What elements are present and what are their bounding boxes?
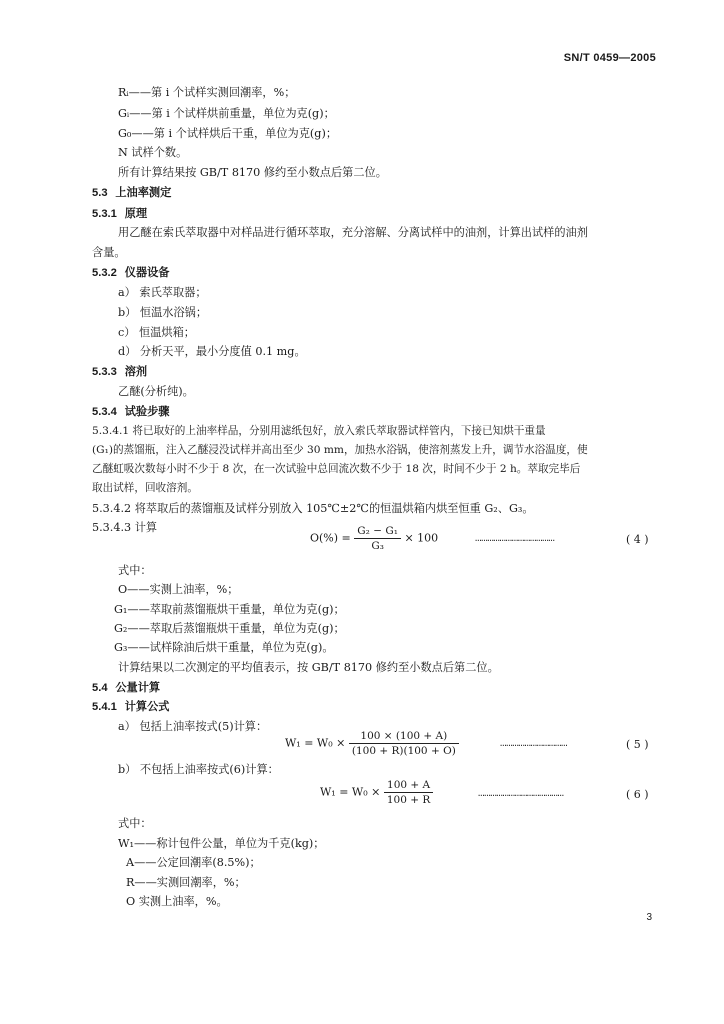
fraction [349,730,459,757]
paragraph-line: 取出试样，回收溶剂。 [92,482,198,494]
paragraph-line: 5.3.4.3 计算 [92,521,158,534]
section-heading: 5.4 公量计算 [92,681,161,694]
list-item: b） 恒温水浴锅； [118,306,208,319]
def-line: G₃——试样除油后烘干重量，单位为克(g)。 [114,641,334,654]
section-heading: 5.4.1 计算公式 [92,700,170,713]
paragraph-line: 乙醚虹吸次数每小时不少于 8 次，在一次试验中总回流次数不少于 18 次，时间不少于 2 h。萃取完毕后 [92,463,581,475]
equation-label: ( 5 ) [626,738,649,751]
def-line: N 试样个数。 [118,146,188,159]
standard-code: SN/T 0459—2005 [563,52,656,64]
section-heading: 5.3.4 试验步骤 [92,405,170,418]
paragraph-line: 乙醚(分析纯)。 [118,385,194,398]
where-label: 式中： [118,817,152,830]
equation-label: ( 4 ) [626,533,649,546]
formula-tail: × 100 [404,531,439,545]
formula-lhs: W₁ = W₀ × [320,785,381,799]
equation-label: ( 6 ) [626,788,649,801]
def-line: O 实测上油率，%。 [126,895,228,908]
formula-5 [285,730,459,757]
def-line: A——公定回潮率(8.5%)； [126,856,261,869]
paragraph-line: 含量。 [92,246,126,259]
def-line: W₁——称计包件公量，单位为千克(kg)； [118,837,325,850]
paragraph-line: 用乙醚在索氏萃取器中对样品进行循环萃取，充分溶解、分离试样中的油剂，计算出试样的油剂 [118,226,588,239]
fraction-numerator: 100 × (100 + A) [349,730,459,744]
rounding-note: 所有计算结果按 GB/T 8170 修约至小数点后第二位。 [118,166,387,179]
def-line: O——实测上油率，%； [118,583,239,596]
section-heading: 5.3.2 仪器设备 [92,266,170,279]
def-line: G₂——萃取后蒸馏瓶烘干重量，单位为克(g)； [114,622,345,635]
def-line: G₀——第 i 个试样烘后干重，单位为克(g)； [118,127,338,140]
page-number: 3 [646,912,652,923]
formula-6 [320,779,433,806]
def-line: G₁——萃取前蒸馏瓶烘干重量，单位为克(g)； [114,603,345,616]
rounding-note: 计算结果以二次测定的平均值表示，按 GB/T 8170 修约至小数点后第二位。 [118,661,499,674]
section-heading: 5.3.1 原理 [92,207,148,220]
fraction-numerator: 100 + A [384,779,433,793]
formula-4 [310,525,438,552]
def-line: Gᵢ——第 i 个试样烘前重量，单位为克(g)； [118,107,335,120]
fraction-denominator: (100 + R)(100 + O) [351,745,456,757]
where-label: 式中： [118,564,152,577]
paragraph-line: (G₁)的蒸馏瓶，注入乙醚浸没试样并高出至少 30 mm，加热水浴锅，使溶剂蒸发上升，调节水浴温度，使 [92,444,588,456]
leader-dots: ………………………………… [475,533,555,545]
paragraph-line: 5.3.4.2 将萃取后的蒸馏瓶及试样分别放入 105℃±2℃的恒温烘箱内烘至恒重 G₂、G₃。 [92,502,534,515]
def-line: Rᵢ——第 i 个试样实测回潮率，%； [118,86,296,99]
formula-lhs: W₁ = W₀ × [285,736,346,750]
leader-dots: …………………………… [500,738,568,750]
list-item: b） 不包括上油率按式(6)计算： [118,763,279,776]
fraction-numerator: G₂ − G₁ [354,525,401,539]
fraction-denominator: G₃ [371,540,384,552]
leader-dots: …………………………………… [478,788,564,800]
list-item: d） 分析天平，最小分度值 0.1 mg。 [118,345,306,358]
fraction [384,779,433,806]
formula-lhs: O(%) = [310,531,351,545]
fraction-denominator: 100 + R [386,794,431,806]
list-item: a） 包括上油率按式(5)计算： [118,720,268,733]
list-item: c） 恒温烘箱； [118,326,195,339]
def-line: R——实测回潮率，%； [126,876,246,889]
section-heading: 5.3 上油率测定 [92,186,172,199]
paragraph-line: 5.3.4.1 将已取好的上油率样品，分别用滤纸包好，放入索氏萃取器试样管内，下接已知烘干重量 [92,425,546,437]
fraction [354,525,401,552]
section-heading: 5.3.3 溶剂 [92,365,148,378]
list-item: a） 索氏萃取器； [118,286,207,299]
